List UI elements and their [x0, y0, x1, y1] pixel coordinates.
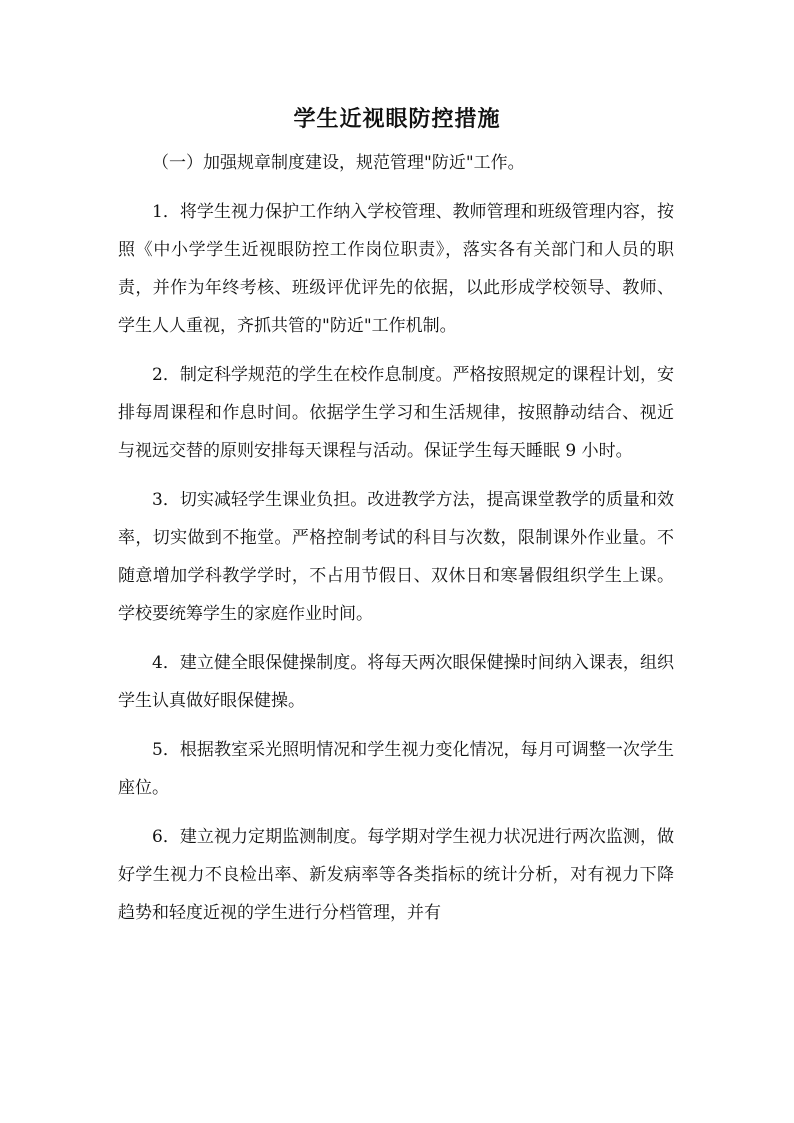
- paragraph-item-2: 2．制定科学规范的学生在校作息制度。严格按照规定的课程计划，安排每周课程和作息时间。依据学生学习和生活规律，按照静动结合、视近与视远交替的原则安排每天课程与活动。保证学生每天睡眠 9 小时。: [118, 365, 674, 461]
- paragraph-item-5: 5．根据教室采光照明情况和学生视力变化情况，每月可调整一次学生座位。: [118, 740, 674, 798]
- section-heading: （一）加强规章制度建设，规范管理"防近"工作。: [152, 153, 525, 173]
- paragraph-item-6: 6．建立视力定期监测制度。每学期对学生视力状况进行两次监测，做好学生视力不良检出率、新发病率等各类指标的统计分析，对有视力下降趋势和轻度近视的学生进行分档管理，并有: [118, 827, 674, 923]
- paragraph-item-4: 4．建立健全眼保健操制度。将每天两次眼保健操时间纳入课表，组织学生认真做好眼保健操。: [118, 653, 674, 711]
- document-title: 学生近视眼防控措施: [293, 106, 501, 132]
- document-body: [118, 144, 674, 943]
- paragraph-item-1: 1．将学生视力保护工作纳入学校管理、教师管理和班级管理内容，按照《中小学学生近视眼防控工作岗位职责》，落实各有关部门和人员的职责，并作为年终考核、班级评优评先的依据，以此形成学校领导、教师、学生人人重视，齐抓共管的"防近"工作机制。: [118, 202, 674, 336]
- paragraph-item-3: 3．切实减轻学生课业负担。改进教学方法，提高课堂教学的质量和效率，切实做到不拖堂。严格控制考试的科目与次数，限制课外作业量。不随意增加学科教学学时，不占用节假日、双休日和寒暑假组织学生上课。学校要统筹学生的家庭作业时间。: [118, 490, 674, 624]
